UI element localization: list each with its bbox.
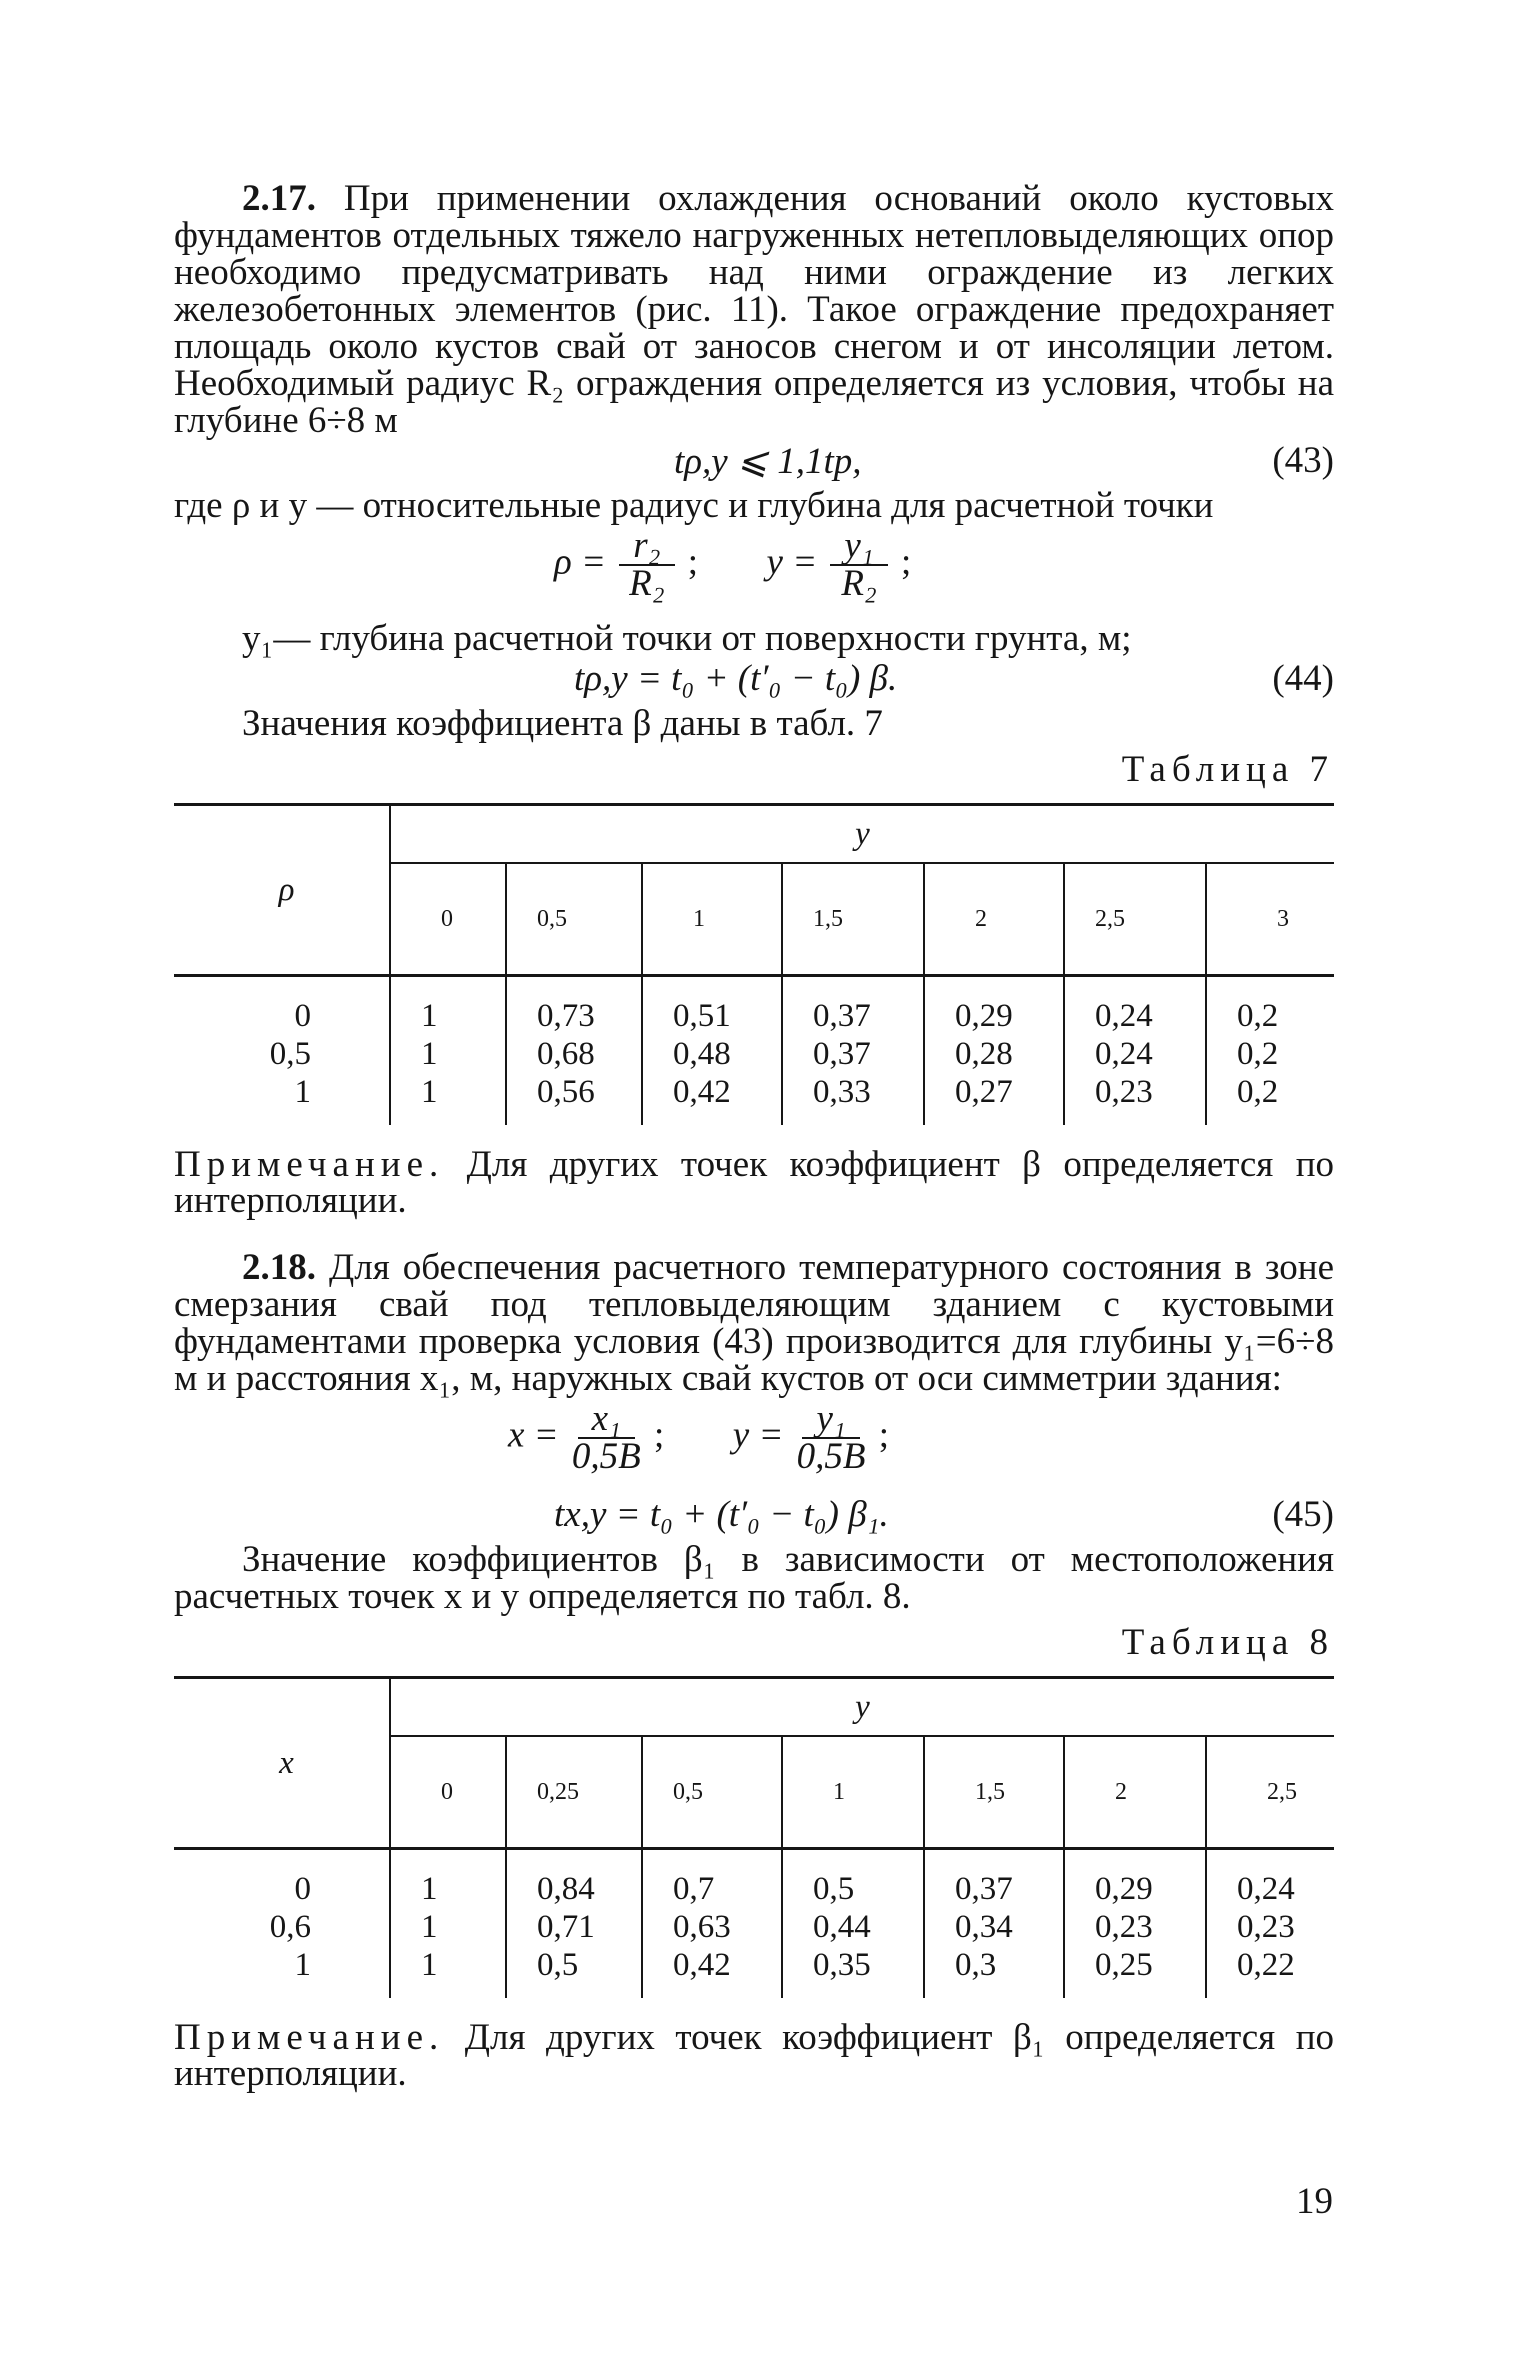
table-cell: 0,24 [1237,1871,1295,1907]
row-label: 0 [294,998,311,1034]
equation-number: (45) [1272,1494,1334,1535]
table-cell: 0,3 [955,1947,997,1983]
column-header: 0,25 [506,1736,642,1849]
y-lhs: y = [766,541,818,583]
table-8 [174,1676,1334,1998]
table-cell: 0,42 [673,1947,731,1983]
table-cell: 0,37 [813,1036,871,1072]
table-cell: 0,68 [537,1036,595,1072]
y-lhs: y = [732,1414,784,1456]
formula-expression: tρ,y = t₀ + (t′₀ − t₀) β. [574,658,898,699]
note-text: Для других точек коэффициент β определяется по интерполяции. [174,1144,1334,1221]
column-group-header: y [390,1678,1334,1737]
table-column [506,1849,642,1999]
table-column [642,1849,782,1999]
note-label: Примечание. [174,2017,445,2058]
y-denominator: R₂ [841,563,877,604]
column-header: 1,5 [782,863,924,976]
section-number: 2.18. [242,1247,316,1288]
table-cell: 0,34 [955,1909,1013,1945]
table-cell: 0,29 [955,998,1013,1034]
formula-45 [174,1493,1334,1541]
table-cell: 0,37 [955,1871,1013,1907]
table-cell: 1 [421,998,438,1034]
table-cell: 0,37 [813,998,871,1034]
section-2-18 [174,1249,1334,1397]
section-text: Для обеспечения расчетного температурного состояния в зоне смерзания свай под тепловыделяющим зданием с кустовыми фундаментами проверка условия (43) производится для глубины y₁=6÷8 м и расстояния x₁, м, наружных свай кустов от оси симметрии здания: [174,1247,1335,1399]
row-header: x [279,1744,294,1781]
separator: ; [900,541,912,583]
x-lhs: x = [508,1414,559,1456]
column-header: 1 [782,1736,924,1849]
table-column [642,976,782,1126]
table-7 [174,803,1334,1125]
x-denominator: 0,5B [571,1436,641,1477]
table-column [924,976,1064,1126]
column-header: 0,5 [642,1736,782,1849]
table-cell: 0,42 [673,1074,731,1110]
section-number: 2.17. [242,178,316,219]
equation-number: (44) [1272,658,1334,699]
table-cell: 0,35 [813,1947,871,1983]
beta1-values-label: Значение коэффициентов β₁ в зависимости от местоположения расчетных точек x и y определяется по табл. 8. [174,1539,1334,1617]
x-numerator: x₁ [578,1401,635,1439]
column-header: 0 [390,863,506,976]
y-numerator: y₁ [830,528,887,566]
page-content [174,180,1334,2092]
column-header: 2 [1064,1736,1206,1849]
table-cell: 0,2 [1237,998,1279,1034]
row-label: 1 [294,1947,311,1983]
row-label: 0,5 [269,1036,311,1072]
table-cell: 0,25 [1095,1947,1153,1983]
equation-number: (43) [1272,440,1334,481]
column-header: 2 [924,863,1064,976]
column-header: 2,5 [1064,863,1206,976]
row-labels [174,976,390,1126]
formula-rho-y [174,524,1334,620]
where-line: где ρ и y — относительные радиус и глубина для расчетной точки [174,485,1214,526]
formula-x-y [174,1397,1334,1493]
formula-43 [174,439,1334,487]
table-cell: 0,56 [537,1074,595,1110]
table-cell: 0,24 [1095,998,1153,1034]
column-header: 1 [642,863,782,976]
note-text: Для других точек коэффициент β₁ определяется по интерполяции. [174,2017,1335,2094]
section-text: При применении охлаждения оснований около кустовых фундаментов отдельных тяжело нагруженных нетепловыделяющих опор необходимо предусматривать над ними ограждение из легких железобетонных элементов (рис. 11). Такое ограждение предохраняет площадь около кустов свай от заносов снегом и от инсоляции летом. Необходимый радиус R₂ ограждения определяется из условия, чтобы на глубине 6÷8 м [174,178,1334,441]
table-cell: 0,84 [537,1871,595,1907]
table-cell: 0,22 [1237,1947,1295,1983]
y-denominator: 0,5B [796,1436,866,1477]
table-column [1064,976,1206,1126]
separator: ; [878,1414,890,1456]
formula-expression: tρ,y ⩽ 1,1tр, [674,441,862,482]
row-label: 1 [294,1074,311,1110]
table-cell: 0,5 [537,1947,579,1983]
column-header: 2,5 [1206,1736,1334,1849]
table-7-note [174,1144,1334,1221]
table-column [390,976,506,1126]
section-2-17 [174,180,1334,439]
table-8-title: Таблица 8 [1121,1622,1334,1663]
table-cell: 0,2 [1237,1036,1279,1072]
separator: ; [687,541,699,583]
row-label: 0,6 [269,1909,311,1945]
table-column [782,1849,924,1999]
table-cell: 0,44 [813,1909,871,1945]
table-cell: 0,5 [813,1871,855,1907]
column-header: 0,5 [506,863,642,976]
column-header: 3 [1206,863,1334,976]
beta-values-text [174,705,1334,742]
y-numerator: y₁ [802,1401,859,1439]
y1-definition: y₁— глубина расчетной точки от поверхности грунта, м; [242,618,1132,659]
table-cell: 0,2 [1237,1074,1279,1110]
table-cell: 0,73 [537,998,595,1034]
table-cell: 0,23 [1237,1909,1295,1945]
table-column [506,976,642,1126]
formula-44 [174,657,1334,705]
note-label: Примечание. [174,1144,445,1185]
formula-expression: tx,y = t₀ + (t′₀ − t₀) β₁. [554,1494,889,1535]
formula-rho-y-expression [554,525,912,604]
column-header: 0 [390,1736,506,1849]
rho-fraction [619,525,674,604]
rho-lhs: ρ = [554,541,606,583]
table-cell: 0,7 [673,1871,715,1907]
table-cell: 0,23 [1095,1909,1153,1945]
beta1-values-text [174,1541,1334,1615]
table-column [924,1849,1064,1999]
table-cell: 1 [421,1909,438,1945]
table-cell: 0,28 [955,1036,1013,1072]
table-column [782,976,924,1126]
rho-numerator: r₂ [619,528,674,566]
row-label: 0 [294,1871,311,1907]
table-8-note [174,2017,1335,2094]
table-column [1206,976,1334,1126]
y-fraction [830,525,887,604]
table-body [174,1849,1334,1999]
table-column [390,1849,506,1999]
table-cell: 0,71 [537,1909,595,1945]
table-body [174,976,1334,1126]
y-fraction [796,1398,866,1477]
table-cell: 1 [421,1871,438,1907]
row-labels [174,1849,390,1999]
beta-values-label: Значения коэффициента β даны в табл. 7 [242,703,883,744]
table-cell: 1 [421,1074,438,1110]
table-cell: 0,27 [955,1074,1013,1110]
column-header: 1,5 [924,1736,1064,1849]
table-cell: 0,29 [1095,1871,1153,1907]
formula-x-y-expression [508,1398,890,1477]
table-cell: 0,24 [1095,1036,1153,1072]
table-cell: 0,33 [813,1074,871,1110]
table-cell: 0,48 [673,1036,731,1072]
table-cell: 0,51 [673,998,731,1034]
table-cell: 0,63 [673,1909,731,1945]
separator: ; [654,1414,665,1456]
table-7-title: Таблица 7 [1121,749,1334,790]
table-column [1064,1849,1206,1999]
table-cell: 1 [421,1947,438,1983]
table-cell: 1 [421,1036,438,1072]
rho-denominator: R₂ [629,563,665,604]
table-column [1206,1849,1334,1999]
x-fraction [571,1398,641,1477]
table-cell: 0,23 [1095,1074,1153,1110]
column-group-header: y [390,805,1334,864]
row-header: ρ [278,871,295,908]
page-number: 19 [1296,2181,1333,2222]
